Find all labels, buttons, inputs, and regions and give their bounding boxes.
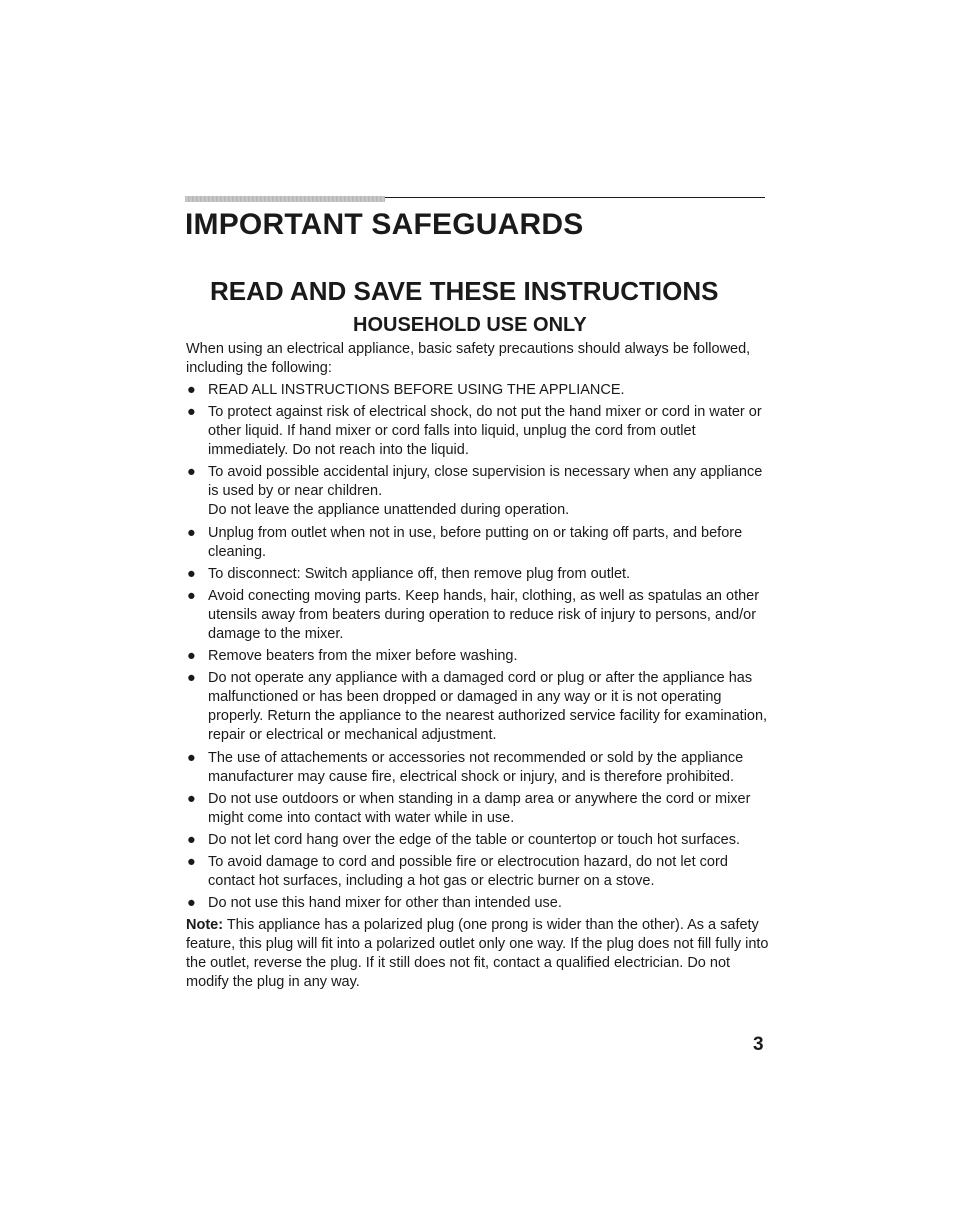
list-item-text: The use of attachements or accessories not recommended or sold by the appliance manufacturer may cause fire, electrical shock or injury, and is therefore prohibited. <box>208 749 744 785</box>
bullet-icon: ● <box>187 895 196 912</box>
list-item-text: Do not use this hand mixer for other than intended use. <box>208 895 562 912</box>
page-number: 3 <box>753 1034 764 1055</box>
list-item-text: Do not operate any appliance with a damaged cord or plug or after the appliance has malfunctioned or has been dropped or damaged in any way or it is not operating properly. Return the appliance to the nearest authorized service facility for examination, repair or electrical or mechanical adjustment. <box>208 670 768 744</box>
list-item <box>186 587 770 644</box>
list-item-text: READ ALL INSTRUCTIONS BEFORE USING THE APPLIANCE. <box>208 382 625 398</box>
list-item <box>186 381 770 400</box>
bullet-icon: ● <box>187 565 196 582</box>
list-item-text: To avoid damage to cord and possible fire or electrocution hazard, do not let cord contact hot surfaces, including a hot gas or electric burner on a stove. <box>208 854 728 890</box>
bullet-icon: ● <box>187 524 196 541</box>
list-item <box>186 831 770 850</box>
list-item <box>186 524 770 562</box>
list-item-text: To protect against risk of electrical shock, do not put the hand mixer or cord in water or other liquid. If hand mixer or cord falls into liquid, unplug the cord from outlet immediately. Do not reach into the liquid. <box>208 404 762 459</box>
list-item <box>186 647 770 666</box>
safeguards-list <box>186 381 770 913</box>
bullet-icon: ● <box>187 464 196 481</box>
list-item <box>186 749 770 787</box>
bullet-icon: ● <box>187 648 196 665</box>
list-item <box>186 669 770 745</box>
list-item-text: To avoid possible accidental injury, close supervision is necessary when any appliance is used by or near children. <box>208 464 763 500</box>
list-item-text: To disconnect: Switch appliance off, then remove plug from outlet. <box>208 565 631 582</box>
bullet-icon: ● <box>187 831 196 848</box>
note-text: This appliance has a polarized plug (one prong is wider than the other). As a safety feature, this plug will fit into a polarized outlet only one way. If the plug does not fill fully into the outlet, reverse the plug. If it still does not fit, contact a qualified electrician. Do not modify the plug in any way. <box>186 917 769 991</box>
list-item <box>186 565 770 584</box>
bullet-icon: ● <box>187 670 196 687</box>
list-item-text: Unplug from outlet when not in use, before putting on or taking off parts, and before cleaning. <box>208 524 743 560</box>
bullet-icon: ● <box>187 587 196 604</box>
page-title: IMPORTANT SAFEGUARDS <box>185 208 584 241</box>
list-item <box>186 894 770 913</box>
list-item <box>186 403 770 460</box>
list-item <box>186 790 770 828</box>
bullet-icon: ● <box>187 382 196 398</box>
intro-paragraph: When using an electrical appliance, basic safety precautions should always be followed, including the following: <box>186 341 751 376</box>
note-label: Note: <box>186 917 224 934</box>
header-rule-bar <box>185 196 385 202</box>
bullet-icon: ● <box>187 404 196 421</box>
header-rule-line <box>385 197 765 198</box>
list-item <box>186 853 770 891</box>
list-item-text-continued: Do not leave the appliance unattended during operation. <box>208 502 570 519</box>
bullet-icon: ● <box>187 749 196 766</box>
list-item-text: Do not use outdoors or when standing in a damp area or anywhere the cord or mixer might come into contact with water while in use. <box>208 790 751 826</box>
safeguards-content <box>186 340 770 992</box>
list-item <box>186 463 770 520</box>
note-paragraph <box>186 916 770 992</box>
list-item-text: Avoid conecting moving parts. Keep hands, hair, clothing, as well as spatulas an other utensils away from beaters during operation to reduce risk of injury to persons, and/or damage to the mixer. <box>208 587 760 642</box>
bullet-icon: ● <box>187 790 196 807</box>
bullet-icon: ● <box>187 854 196 871</box>
section-heading: READ AND SAVE THESE INSTRUCTIONS <box>210 276 719 306</box>
header-rule <box>185 196 765 202</box>
list-item-text: Remove beaters from the mixer before washing. <box>208 648 518 665</box>
section-subheading: HOUSEHOLD USE ONLY <box>353 314 587 336</box>
list-item-text: Do not let cord hang over the edge of the table or countertop or touch hot surfaces. <box>208 831 741 848</box>
